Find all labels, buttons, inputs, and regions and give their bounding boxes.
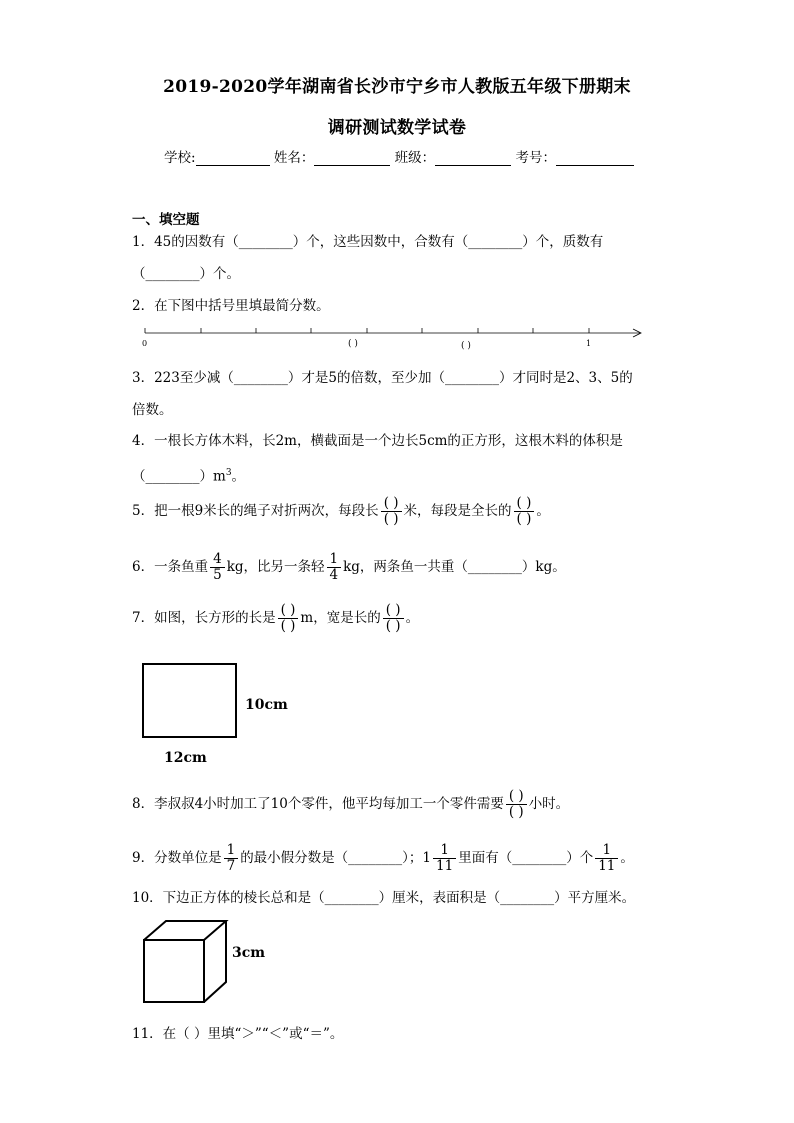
page-title-line2: 调研测试数学试卷 (327, 118, 467, 138)
fraction-one-quarter: $\frac{1}{4}$ (327, 552, 342, 583)
question-4-line1: 4．一根长方体木料，长2m，横截面是一个边长5cm的正方形，这根木料的体积是 (132, 433, 623, 449)
school-field[interactable] (196, 151, 270, 166)
number-line (140, 325, 650, 353)
question-5: 5．把一根9米长的绳子对折两次，每段长 $\frac{( )}{( )}$ 米，每段是全长的 $\frac{( )}{( )}$ 。 (132, 495, 550, 527)
question-10: 10．下边正方体的棱长总和是（________）厘米，表面积是（________）平方厘米。 (132, 890, 636, 906)
exam-number-field[interactable] (556, 151, 634, 166)
question-1-line1: 1．45的因数有（________）个，这些因数中，合数有（________）个，质数有 (132, 234, 604, 250)
name-field[interactable] (314, 151, 390, 166)
number-line-ticks (145, 328, 589, 333)
fraction-one-seventh: $\frac{1}{7}$ (224, 843, 239, 874)
question-2: 2．在下图中括号里填最简分数。 (132, 298, 330, 314)
question-8: 8．李叔叔4小时加工了10个零件，他平均每加工一个零件需要 $\frac{( )}{( )}$ 小时。 (132, 788, 570, 820)
class-field[interactable] (435, 151, 511, 166)
number-line-blank-2[interactable]: ( ) (461, 341, 471, 351)
section-title: 一、填空题 (132, 212, 200, 228)
fraction-one-eleventh-unit: $\frac{1}{11}$ (595, 843, 618, 874)
fraction-blank[interactable]: $\frac{( )}{( )}$ (506, 789, 527, 820)
fraction-blank[interactable]: $\frac{( )}{( )}$ (381, 496, 402, 527)
rectangle-figure (142, 663, 237, 738)
page-title: 2019-2020学年湖南省长沙市宁乡市人教版五年级下册期末 (163, 77, 631, 97)
fraction-blank[interactable]: $\frac{( )}{( )}$ (514, 496, 535, 527)
school-label: 学校: (164, 150, 196, 166)
question-9: 9．分数单位是 $\frac{1}{7}$ 的最小假分数是（________）；1 $\frac{1}{11}$ 里面有（________）个 $\frac{1}{11}$ 。 (132, 842, 634, 874)
question-1-line2: （________）个。 (132, 266, 240, 282)
exam-number-label: 考号： (515, 150, 556, 166)
cube-figure (140, 918, 230, 1006)
number-line-blank-1[interactable]: ( ) (348, 339, 358, 349)
fraction-blank[interactable]: $\frac{( )}{( )}$ (278, 603, 299, 634)
cube-edge-label: 3cm (232, 945, 266, 961)
question-3-line1: 3．223至少减（________）才是5的倍数，至少加（________）才同时是2、3、5的 (132, 370, 633, 386)
question-4-line2: $(\_\_\_\_\_\_\_\_)m^3$。 (132, 468, 246, 485)
class-label: 班级： (394, 150, 436, 166)
fraction-one-eleventh: $\frac{1}{11}$ (433, 843, 456, 874)
question-6: 6．一条鱼重 $\frac{4}{5}$ kg，比另一条轻 $\frac{1}{4}$ kg，两条鱼一共重（________）kg。 (132, 551, 566, 583)
rectangle-length-label: 12cm (164, 750, 207, 766)
number-line-zero: 0 (142, 339, 148, 348)
question-11: 11．在（ ）里填“＞”“＜”或“＝”。 (132, 1026, 344, 1042)
rectangle-width-label: 10cm (245, 697, 288, 713)
student-info (164, 146, 634, 166)
fraction-four-fifths: $\frac{4}{5}$ (210, 552, 225, 583)
question-7: 7．如图，长方形的长是 $\frac{( )}{( )}$ m，宽是长的 $\frac{( )}{( )}$ 。 (132, 602, 420, 634)
fraction-blank[interactable]: $\frac{( )}{( )}$ (383, 603, 404, 634)
name-label: 姓名： (273, 150, 315, 166)
question-3-line2: 倍数。 (132, 402, 173, 418)
number-line-one: 1 (586, 339, 592, 348)
